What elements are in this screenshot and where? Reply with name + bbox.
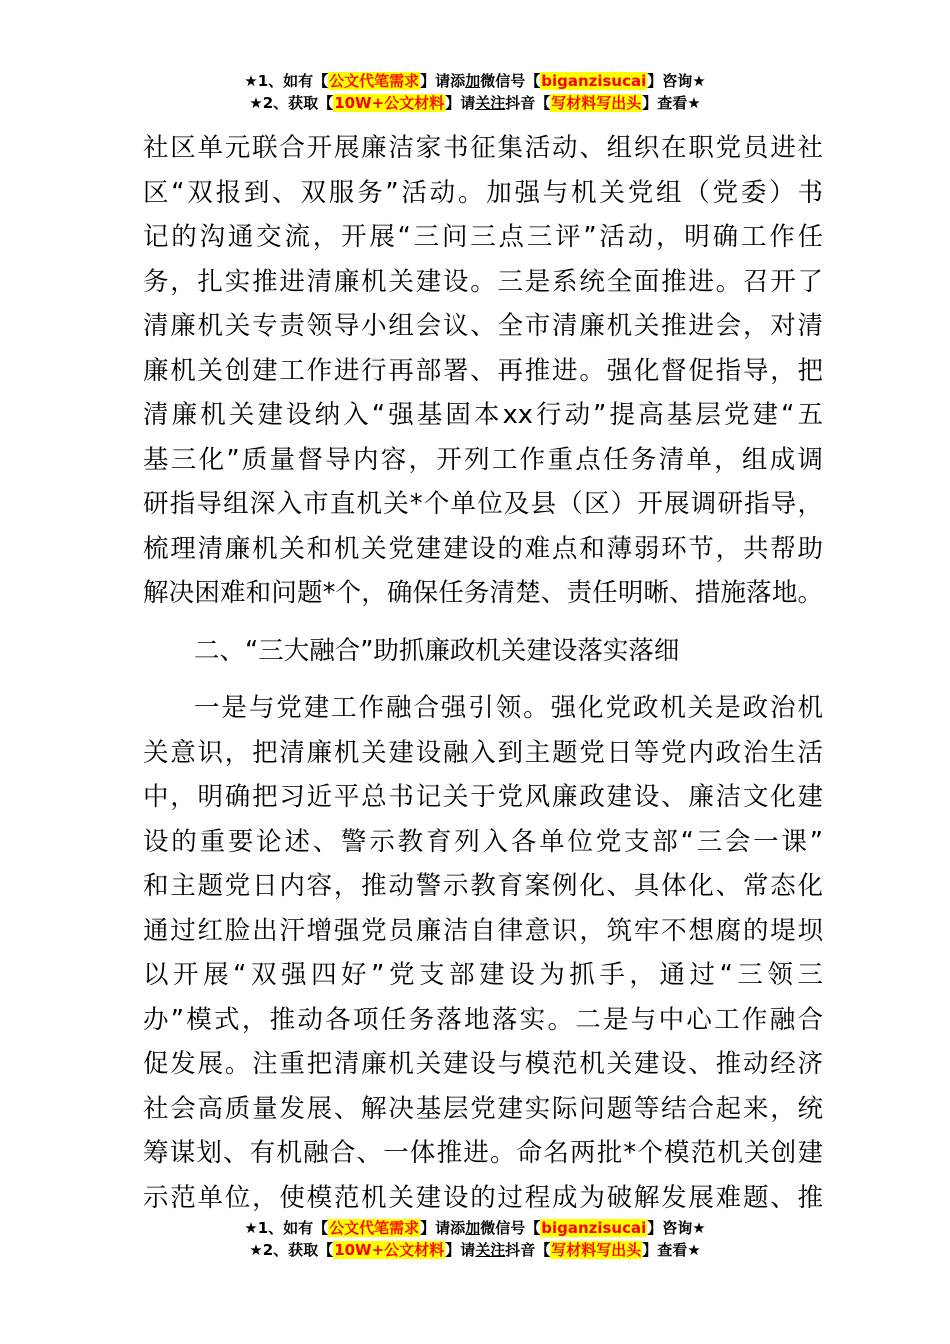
promo-highlight-douyin-name: 写材料写出头 — [551, 1241, 642, 1259]
text-line: 梳理清廉机关和机关党建建设的难点和薄弱环节，共帮助 — [143, 533, 823, 564]
promo-text: 】请 — [445, 94, 476, 112]
section-heading: 二、“三大融合”助抓廉政机关建设落实落细 — [194, 635, 680, 666]
promo-text: 】请添 — [420, 72, 466, 90]
text-line: 区“双报到、双服务”活动。加强与机关党组（党委）书 — [143, 177, 823, 208]
promo-highlight: 10W+公文材料 — [334, 1241, 445, 1259]
text-line: 中，明确把习近平总书记关于党风廉政建设、廉洁文化建 — [143, 782, 823, 812]
bottom-promo-banner — [0, 1217, 950, 1261]
text-line: 示范单位，使模范机关建设的过程成为破解发展难题、推 — [143, 1182, 823, 1213]
promo-underlined: 关注 — [475, 1241, 506, 1259]
promo-text: ★1、如有【 — [244, 72, 329, 90]
promo-text: 微信号【 — [480, 72, 541, 90]
promo-underlined: 加 — [465, 1219, 481, 1237]
promo-text: ★2、获取【 — [249, 1241, 334, 1259]
promo-line-2 — [0, 1239, 950, 1261]
promo-text: 微信号【 — [480, 1219, 541, 1237]
promo-text: 】查看★ — [642, 94, 701, 112]
promo-text: 】咨询★ — [647, 1219, 706, 1237]
text-line: 清廉机关建设纳入“强基固本xx行动”提高基层党建“五 — [143, 400, 823, 430]
promo-highlight-wechat-id: biganzisucai — [541, 72, 647, 90]
text-line: 设的重要论述、警示教育列入各单位党支部“三会一课” — [143, 826, 823, 857]
top-promo-banner — [0, 70, 950, 114]
text-line: 关意识，把清廉机关建设融入到主题党日等党内政治生活 — [143, 737, 823, 768]
promo-text: 】咨询★ — [647, 72, 706, 90]
text-line: 社会高质量发展、解决基层党建实际问题等结合起来，统 — [143, 1093, 823, 1124]
promo-line-1 — [0, 1217, 950, 1239]
text-line: 和主题党日内容，推动警示教育案例化、具体化、常态化 — [143, 871, 823, 901]
text-line: 基三化”质量督导内容，开列工作重点任务清单，组成调 — [143, 444, 823, 475]
promo-text: 】请 — [445, 1241, 476, 1259]
text-line: 一是与党建工作融合强引领。强化党政机关是政治机 — [194, 693, 823, 723]
document-body — [143, 126, 823, 1220]
text-line: 务，扎实推进清廉机关建设。三是系统全面推进。召开了 — [143, 266, 823, 297]
text-line: 研指导组深入市直机关*个单位及县（区）开展调研指导， — [143, 489, 823, 519]
text-line: 廉机关创建工作进行再部署、再推进。强化督促指导，把 — [143, 355, 823, 386]
text-line: 社区单元联合开展廉洁家书征集活动、组织在职党员进社 — [143, 133, 823, 163]
promo-text: 】查看★ — [642, 1241, 701, 1259]
promo-underlined: 加 — [465, 72, 481, 90]
promo-highlight: 10W+公文材料 — [334, 94, 445, 112]
text-line: 通过红脸出汗增强党员廉洁自律意识，筑牢不想腐的堤坝 — [143, 915, 823, 946]
promo-line-2 — [0, 92, 950, 114]
promo-text: 抖音【 — [505, 94, 551, 112]
promo-text: ★1、如有【 — [244, 1219, 329, 1237]
text-line: 以开展“双强四好”党支部建设为抓手，通过“三领三 — [143, 960, 823, 990]
promo-underlined: 关注 — [475, 94, 506, 112]
promo-highlight: 公文代笔需求 — [329, 72, 420, 90]
text-line: 办”模式，推动各项任务落地落实。二是与中心工作融合 — [143, 1004, 823, 1035]
promo-highlight: 公文代笔需求 — [329, 1219, 420, 1237]
text-line: 解决困难和问题*个，确保任务清楚、责任明晰、措施落地。 — [143, 578, 823, 608]
promo-text: 】请添 — [420, 1219, 466, 1237]
promo-highlight-wechat-id: biganzisucai — [541, 1219, 647, 1237]
text-line: 清廉机关专责领导小组会议、全市清廉机关推进会，对清 — [143, 311, 823, 341]
promo-text: 抖音【 — [505, 1241, 551, 1259]
text-line: 促发展。注重把清廉机关建设与模范机关建设、推动经济 — [143, 1049, 823, 1079]
text-line: 记的沟通交流，开展“三问三点三评”活动，明确工作任 — [143, 222, 823, 252]
promo-highlight-douyin-name: 写材料写出头 — [551, 94, 642, 112]
paragraph-2 — [143, 686, 823, 1220]
paragraph-1 — [143, 126, 823, 616]
promo-text: ★2、获取【 — [249, 94, 334, 112]
text-line: 筹谋划、有机融合、一体推进。命名两批*个模范机关创建 — [143, 1138, 823, 1168]
promo-line-1 — [0, 70, 950, 92]
